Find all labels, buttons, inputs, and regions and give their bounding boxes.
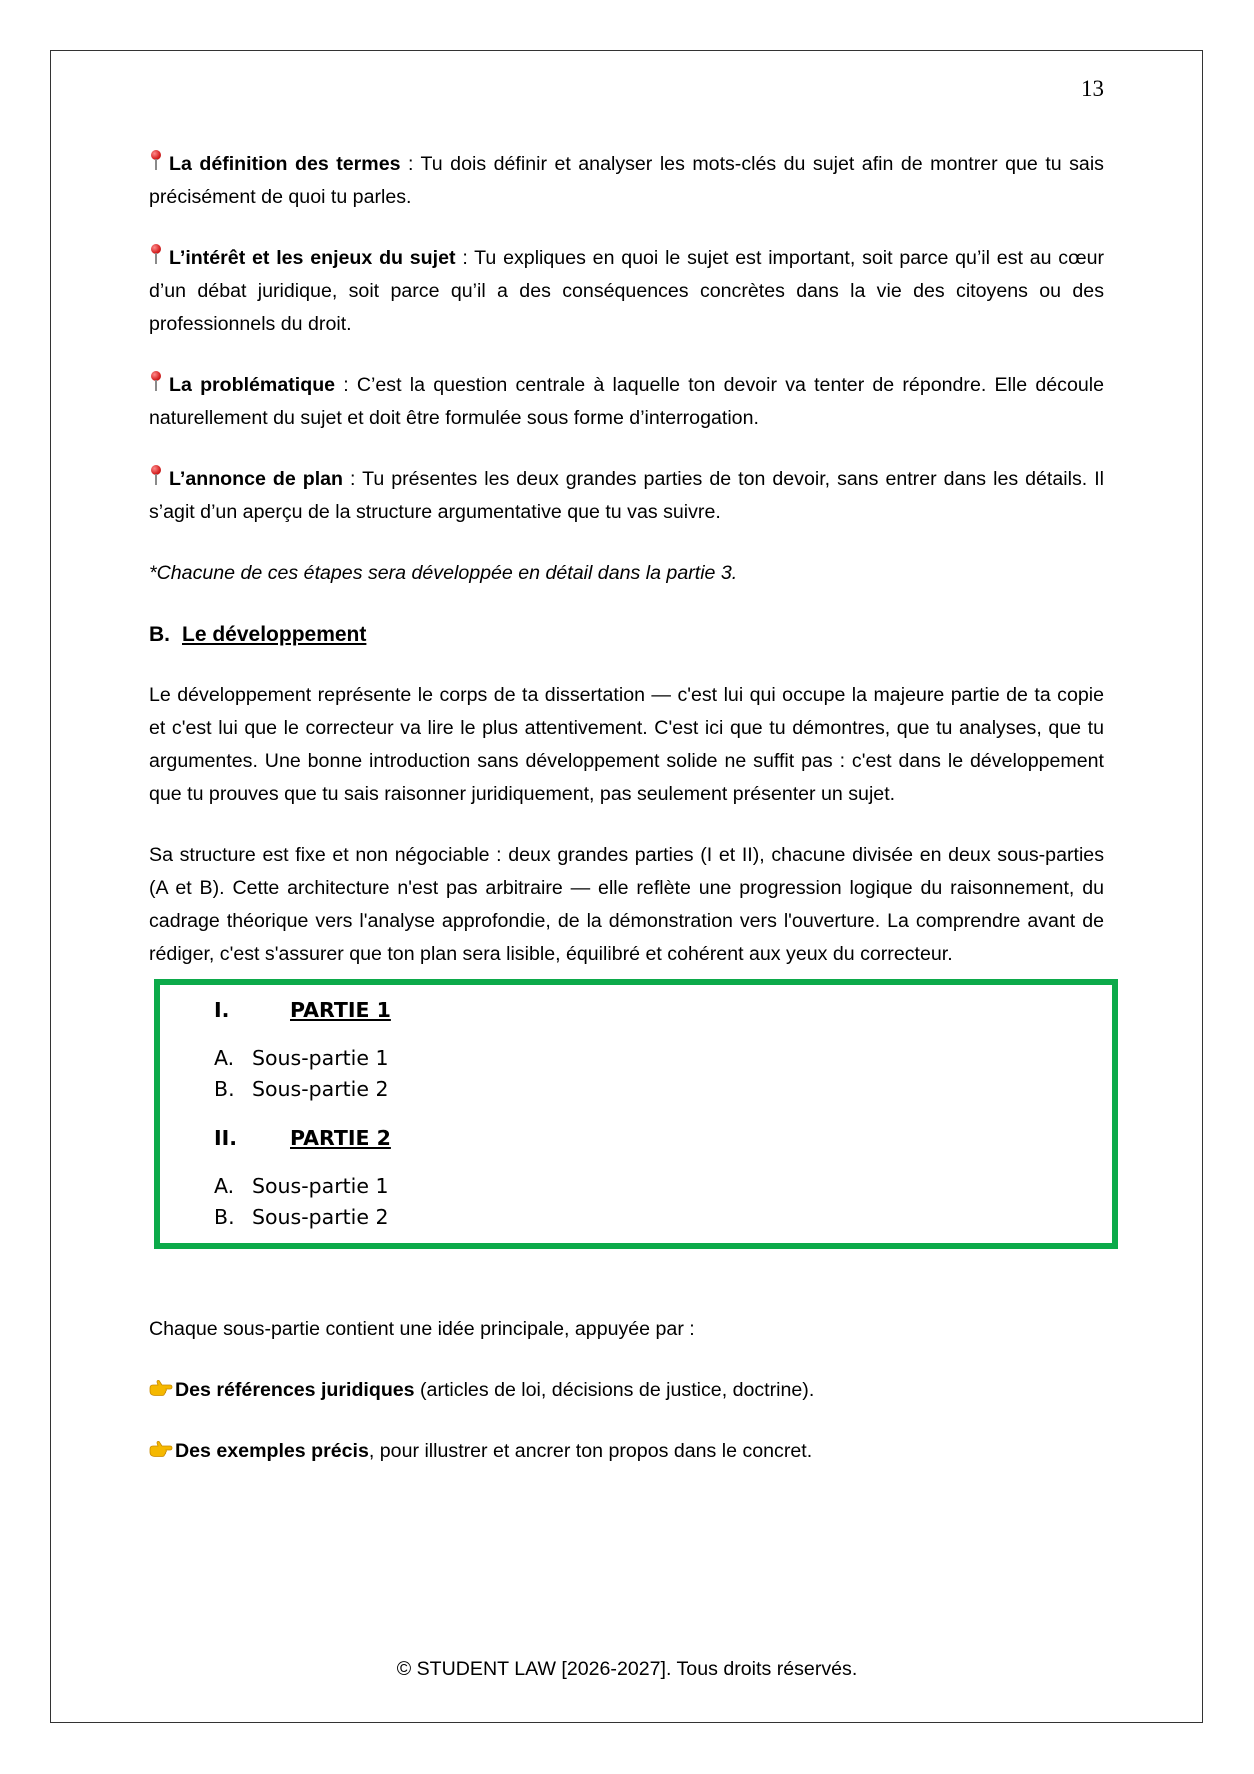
- pushpin-icon: [149, 371, 163, 393]
- section-title: Le développement: [182, 623, 367, 646]
- pushpin-icon: [149, 244, 163, 266]
- intro-item: [149, 148, 1104, 214]
- intro-item: [149, 463, 1104, 529]
- pointing-hand-icon: [149, 1440, 173, 1458]
- section-heading: [149, 618, 1104, 651]
- plan-part-title: PARTIE 1: [290, 998, 391, 1022]
- body-paragraph: Sa structure est fixe et non négociable : deux grandes parties (I et II), chacune divisée en deux sous-parties (A et B). Cette architecture n'est pas arbitraire — elle reflète une progression logique du raisonnement, du cadrage théorique vers l'analyse approfondie, de la démonstration vers l'ouverture. La comprendre avant de rédiger, c'est s'assurer que ton plan sera lisible, équilibré et cohérent aux yeux du correcteur.: [149, 844, 1104, 965]
- plan-subpart: [214, 1043, 1112, 1074]
- support-item: [149, 1374, 1104, 1407]
- plan-part-numeral: I.: [214, 998, 230, 1022]
- plan-subpart-letter: A.: [214, 1046, 235, 1070]
- pushpin-icon: [149, 150, 163, 172]
- plan-part-title: PARTIE 2: [290, 1126, 391, 1150]
- footer-copyright: © STUDENT LAW [2026-2027]. Tous droits réservés.: [396, 1658, 858, 1680]
- page-content: [149, 148, 1104, 1496]
- intro-item-term: La définition des termes: [169, 153, 401, 175]
- plan-part-heading: [214, 1121, 1112, 1155]
- intro-item-term: La problématique: [169, 374, 336, 396]
- support-intro: Chaque sous-partie contient une idée principale, appuyée par :: [149, 1318, 695, 1340]
- plan-subpart-label: Sous-partie 1: [252, 1046, 389, 1070]
- intro-item-text: : Tu expliques en quoi le sujet est important, soit parce qu’il est au cœur d’un débat juridique, soit parce qu’il a des conséquences concrètes dans la vie des citoyens ou des professionnels du droit.: [149, 247, 1104, 335]
- plan-subpart-letter: A.: [214, 1174, 235, 1198]
- plan-part: [214, 993, 1112, 1105]
- plan-box: [154, 979, 1118, 1249]
- support-item-text: (articles de loi, décisions de justice, doctrine).: [414, 1379, 815, 1401]
- support-item: [149, 1435, 1104, 1468]
- intro-item-text: : C’est la question centrale à laquelle ton devoir va tenter de répondre. Elle découle naturellement du sujet et doit être formulée sous forme d’interrogation.: [149, 374, 1104, 429]
- plan-subpart: [214, 1074, 1112, 1105]
- intro-item-text: : Tu présentes les deux grandes parties de ton devoir, sans entrer dans les détails. Il s’agit d’un aperçu de la structure argumentative que tu vas suivre.: [149, 468, 1104, 523]
- plan-part: [214, 1121, 1112, 1233]
- plan-part-heading: [214, 993, 1112, 1027]
- intro-item-term: L’annonce de plan: [169, 468, 344, 490]
- support-item-term: Des exemples précis: [175, 1440, 369, 1462]
- support-item-text: , pour illustrer et ancrer ton propos dans le concret.: [368, 1440, 813, 1462]
- pointing-hand-icon: [149, 1379, 173, 1397]
- note: *Chacune de ces étapes sera développée en détail dans la partie 3.: [149, 562, 738, 584]
- plan-subpart-label: Sous-partie 2: [252, 1077, 389, 1101]
- intro-item-text: : Tu dois définir et analyser les mots-clés du sujet afin de montrer que tu sais précisément de quoi tu parles.: [149, 153, 1104, 208]
- plan-subpart-letter: B.: [214, 1077, 235, 1101]
- plan-part-numeral: II.: [214, 1126, 238, 1150]
- intro-item: [149, 242, 1104, 341]
- body-paragraph: Le développement représente le corps de ta dissertation — c'est lui qui occupe la majeure partie de ta copie et c'est lui que le correcteur va lire le plus attentivement. C'est ici que tu démontres, que tu analyses, que tu argumentes. Une bonne introduction sans développement solide ne suffit pas : c'est dans le développement que tu prouves que tu sais raisonner juridiquement, pas seulement présenter un sujet.: [149, 684, 1104, 805]
- intro-item-term: L’intérêt et les enjeux du sujet: [169, 247, 456, 269]
- plan-subpart: [214, 1202, 1112, 1233]
- plan-subpart-label: Sous-partie 2: [252, 1205, 389, 1229]
- support-item-term: Des références juridiques: [175, 1379, 415, 1401]
- plan-subpart-label: Sous-partie 1: [252, 1174, 389, 1198]
- intro-item: [149, 369, 1104, 435]
- plan-subpart: [214, 1171, 1112, 1202]
- pushpin-icon: [149, 465, 163, 487]
- plan-subpart-letter: B.: [214, 1205, 235, 1229]
- page-number: 13: [1081, 76, 1104, 101]
- section-letter: B.: [149, 623, 170, 646]
